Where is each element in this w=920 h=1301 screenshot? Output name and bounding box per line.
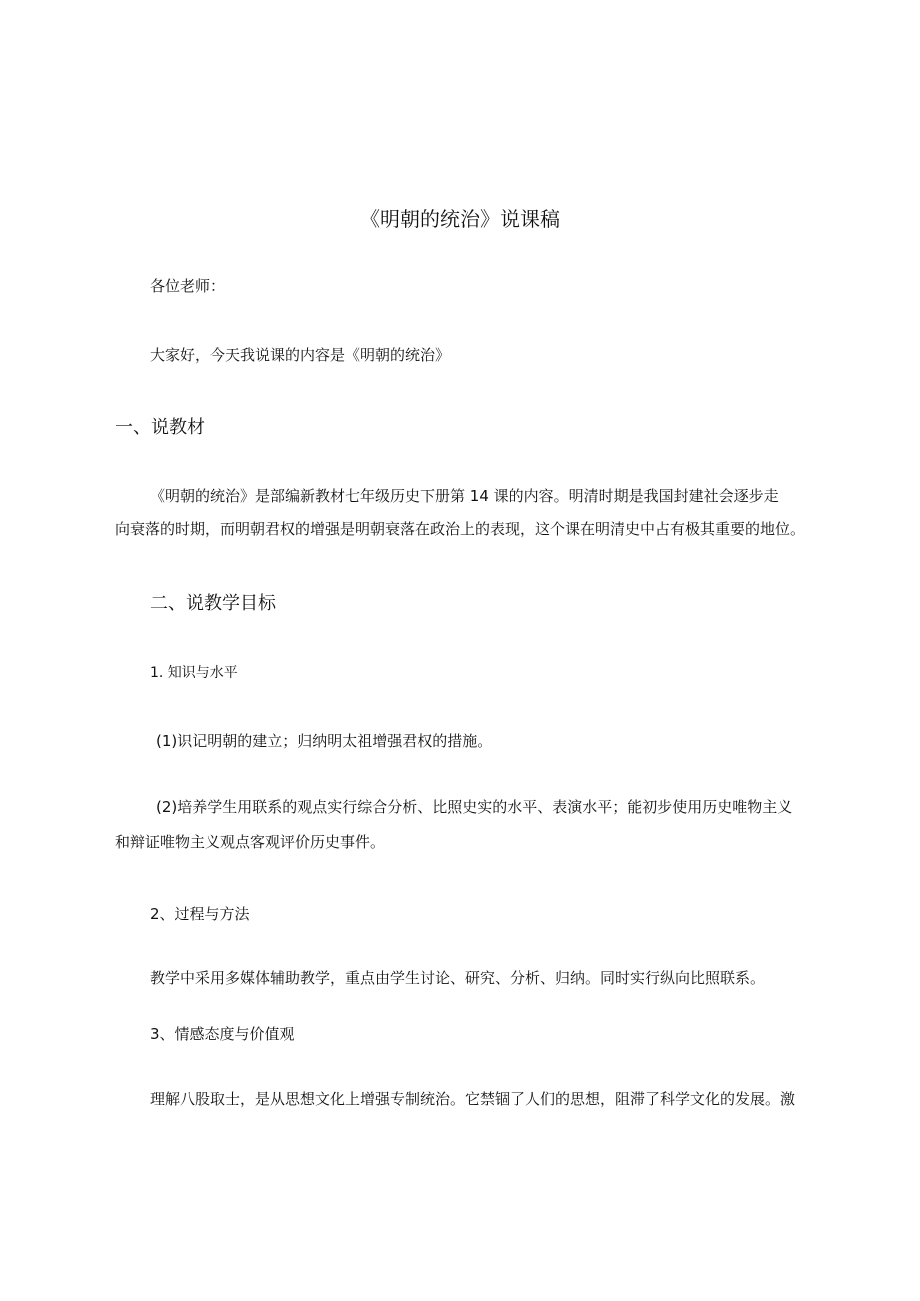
objective-1-item-2-line-2: 和辩证唯物主义观点客观评价历史事件。 <box>115 833 386 851</box>
objective-1-item-2-line-1: (2)培养学生用联系的观点实行综合分析、比照史实的水平、表演水平；能初步使用历史唯物主义 <box>156 798 793 816</box>
greeting: 各位老师： <box>150 277 226 295</box>
objective-3-text: 理解八股取士，是从思想文化上增强专制统治。它禁锢了人们的思想，阻滞了科学文化的发展。激 <box>150 1090 796 1108</box>
objective-2-label: 2、过程与方法 <box>150 905 250 923</box>
section-2-heading: 二、说教学目标 <box>150 593 276 614</box>
objective-2-text: 教学中采用多媒体辅助教学，重点由学生讨论、研究、分析、归纳。同时实行纵向比照联系。 <box>150 969 766 987</box>
document-title: 《明朝的统治》说课稿 <box>360 207 560 231</box>
objective-1-item-1: (1)识记明朝的建立；归纳明太祖增强君权的措施。 <box>156 732 493 750</box>
section-1-heading: 一、说教材 <box>115 417 205 438</box>
section-1-paragraph-line-2: 向衰落的时期，而明朝君权的增强是明朝衰落在政治上的表现，这个课在明清史中占有极其重要的地位。 <box>115 520 806 538</box>
intro-text: 大家好，今天我说课的内容是《明朝的统治》 <box>150 346 451 364</box>
section-1-paragraph-line-1: 《明朝的统治》是部编新教材七年级历史下册第 14 课的内容。明清时期是我国封建社会逐步走 <box>150 487 779 505</box>
objective-3-label: 3、情感态度与价值观 <box>150 1025 295 1043</box>
objective-1-label: 1. 知识与水平 <box>150 665 238 681</box>
